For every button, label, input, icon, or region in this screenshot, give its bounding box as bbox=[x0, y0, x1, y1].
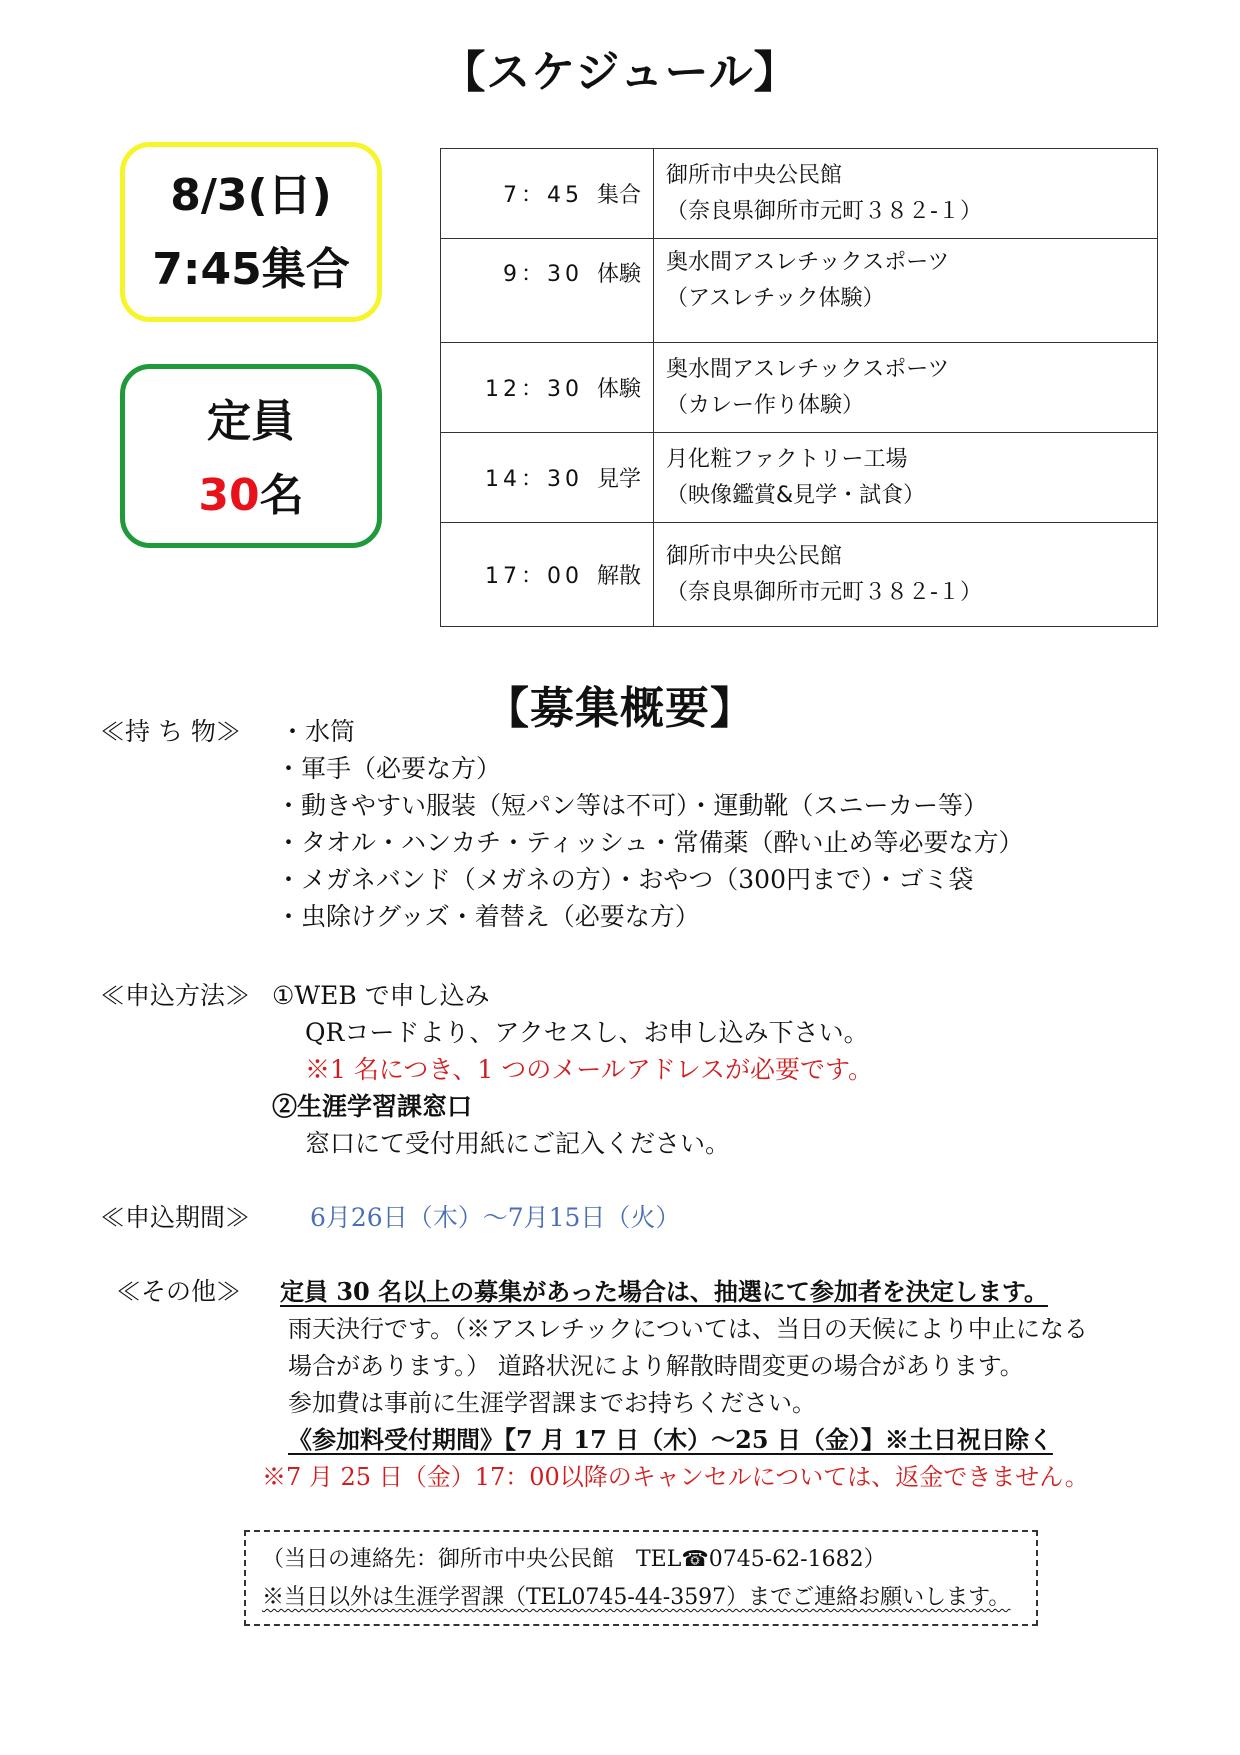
schedule-row bbox=[441, 433, 1158, 523]
contact-same-day: （当日の連絡先：御所市中央公民館 TEL☎0745-62-1682） bbox=[262, 1547, 886, 1572]
apply-window-title: ②生涯学習課窓口 bbox=[272, 1092, 473, 1121]
contact-other-days: ※当日以外は生涯学習課（TEL0745-44-3597）までご連絡お願いします。 bbox=[262, 1585, 1011, 1610]
capacity-unit: 名 bbox=[259, 470, 304, 521]
schedule-table bbox=[440, 148, 1158, 627]
apply-window-text: 窓口にて受付用紙にご記入ください。 bbox=[305, 1129, 731, 1158]
belongings-item: ・メガネバンド（メガネの方）・おやつ（300円まで）・ゴミ袋 bbox=[276, 865, 974, 894]
schedule-place: 月化粧ファクトリー工場 （映像鑑賞&見学・試食） bbox=[654, 433, 1158, 523]
apply-period-heading: ≪申込期間≫ bbox=[100, 1203, 251, 1232]
schedule-time: 9：30 体験 bbox=[441, 239, 654, 343]
schedule-row bbox=[441, 523, 1158, 627]
schedule-time: 14：30 見学 bbox=[441, 433, 654, 523]
belongings-item: ・軍手（必要な方） bbox=[276, 754, 502, 783]
apply-web-text: QRコードより、アクセスし、お申し込み下さい。 bbox=[305, 1018, 869, 1047]
capacity-box bbox=[120, 364, 382, 548]
apply-web-note: ※1 名につき、1 つのメールアドレスが必要です。 bbox=[305, 1055, 873, 1084]
other-heading: ≪その他≫ bbox=[116, 1277, 242, 1306]
other-text: 雨天決行です。（※アスレチックについては、当日の天候により中止になる bbox=[288, 1315, 1088, 1343]
belongings-item: ・虫除けグッズ・着替え（必要な方） bbox=[276, 902, 700, 931]
schedule-row bbox=[441, 239, 1158, 343]
schedule-place: 御所市中央公民館 （奈良県御所市元町３８２-１） bbox=[654, 149, 1158, 239]
belongings-item: ・動きやすい服装（短パン等は不可）・運動靴（スニーカー等） bbox=[276, 791, 989, 820]
schedule-row bbox=[441, 343, 1158, 433]
belongings-heading: ≪持 ち 物≫ bbox=[100, 717, 241, 746]
schedule-row bbox=[441, 149, 1158, 239]
belongings-item: ・タオル・ハンカチ・ティッシュ・常備薬（酔い止め等必要な方） bbox=[276, 828, 1024, 857]
schedule-time: 12：30 体験 bbox=[441, 343, 654, 433]
other-text: 参加費は事前に生涯学習課までお持ちください。 bbox=[288, 1389, 816, 1417]
apply-method-heading: ≪申込方法≫ bbox=[100, 981, 251, 1010]
event-date: 8/3(日) bbox=[170, 170, 332, 221]
cancel-note: ※7 月 25 日（金）17：00以降のキャンセルについては、返金できません。 bbox=[262, 1463, 1089, 1491]
summary-title: 【募集概要】 bbox=[485, 683, 755, 734]
contact-box bbox=[244, 1530, 1038, 1626]
schedule-time: 7：45 集合 bbox=[441, 149, 654, 239]
capacity-label: 定員 bbox=[207, 396, 295, 447]
capacity-number: 30 bbox=[198, 470, 260, 521]
fee-period: 《参加料受付期間》【7 月 17 日（木）～25 日（金）】※土日祝日除く bbox=[288, 1425, 1053, 1454]
apply-web-title: ①WEB で申し込み bbox=[272, 981, 490, 1010]
capacity-value bbox=[125, 459, 377, 533]
schedule-time: 17：00 解散 bbox=[441, 523, 654, 627]
schedule-place: 御所市中央公民館 （奈良県御所市元町３８２-１） bbox=[654, 523, 1158, 627]
schedule-title: 【スケジュール】 bbox=[441, 47, 799, 98]
apply-period-value: 6月26日（木）～7月15日（火） bbox=[310, 1203, 681, 1232]
schedule-place: 奥水間アスレチックスポーツ （アスレチック体験） bbox=[654, 239, 1158, 343]
other-text: 場合があります。） 道路状況により解散時間変更の場合があります。 bbox=[288, 1352, 1024, 1380]
schedule-place: 奥水間アスレチックスポーツ （カレー作り体験） bbox=[654, 343, 1158, 433]
belongings-item: ・水筒 bbox=[280, 717, 356, 746]
gather-time: 7:45集合 bbox=[152, 244, 350, 295]
date-box bbox=[120, 142, 382, 322]
other-lottery-note: 定員 30 名以上の募集があった場合は、抽選にて参加者を決定します。 bbox=[280, 1277, 1048, 1306]
